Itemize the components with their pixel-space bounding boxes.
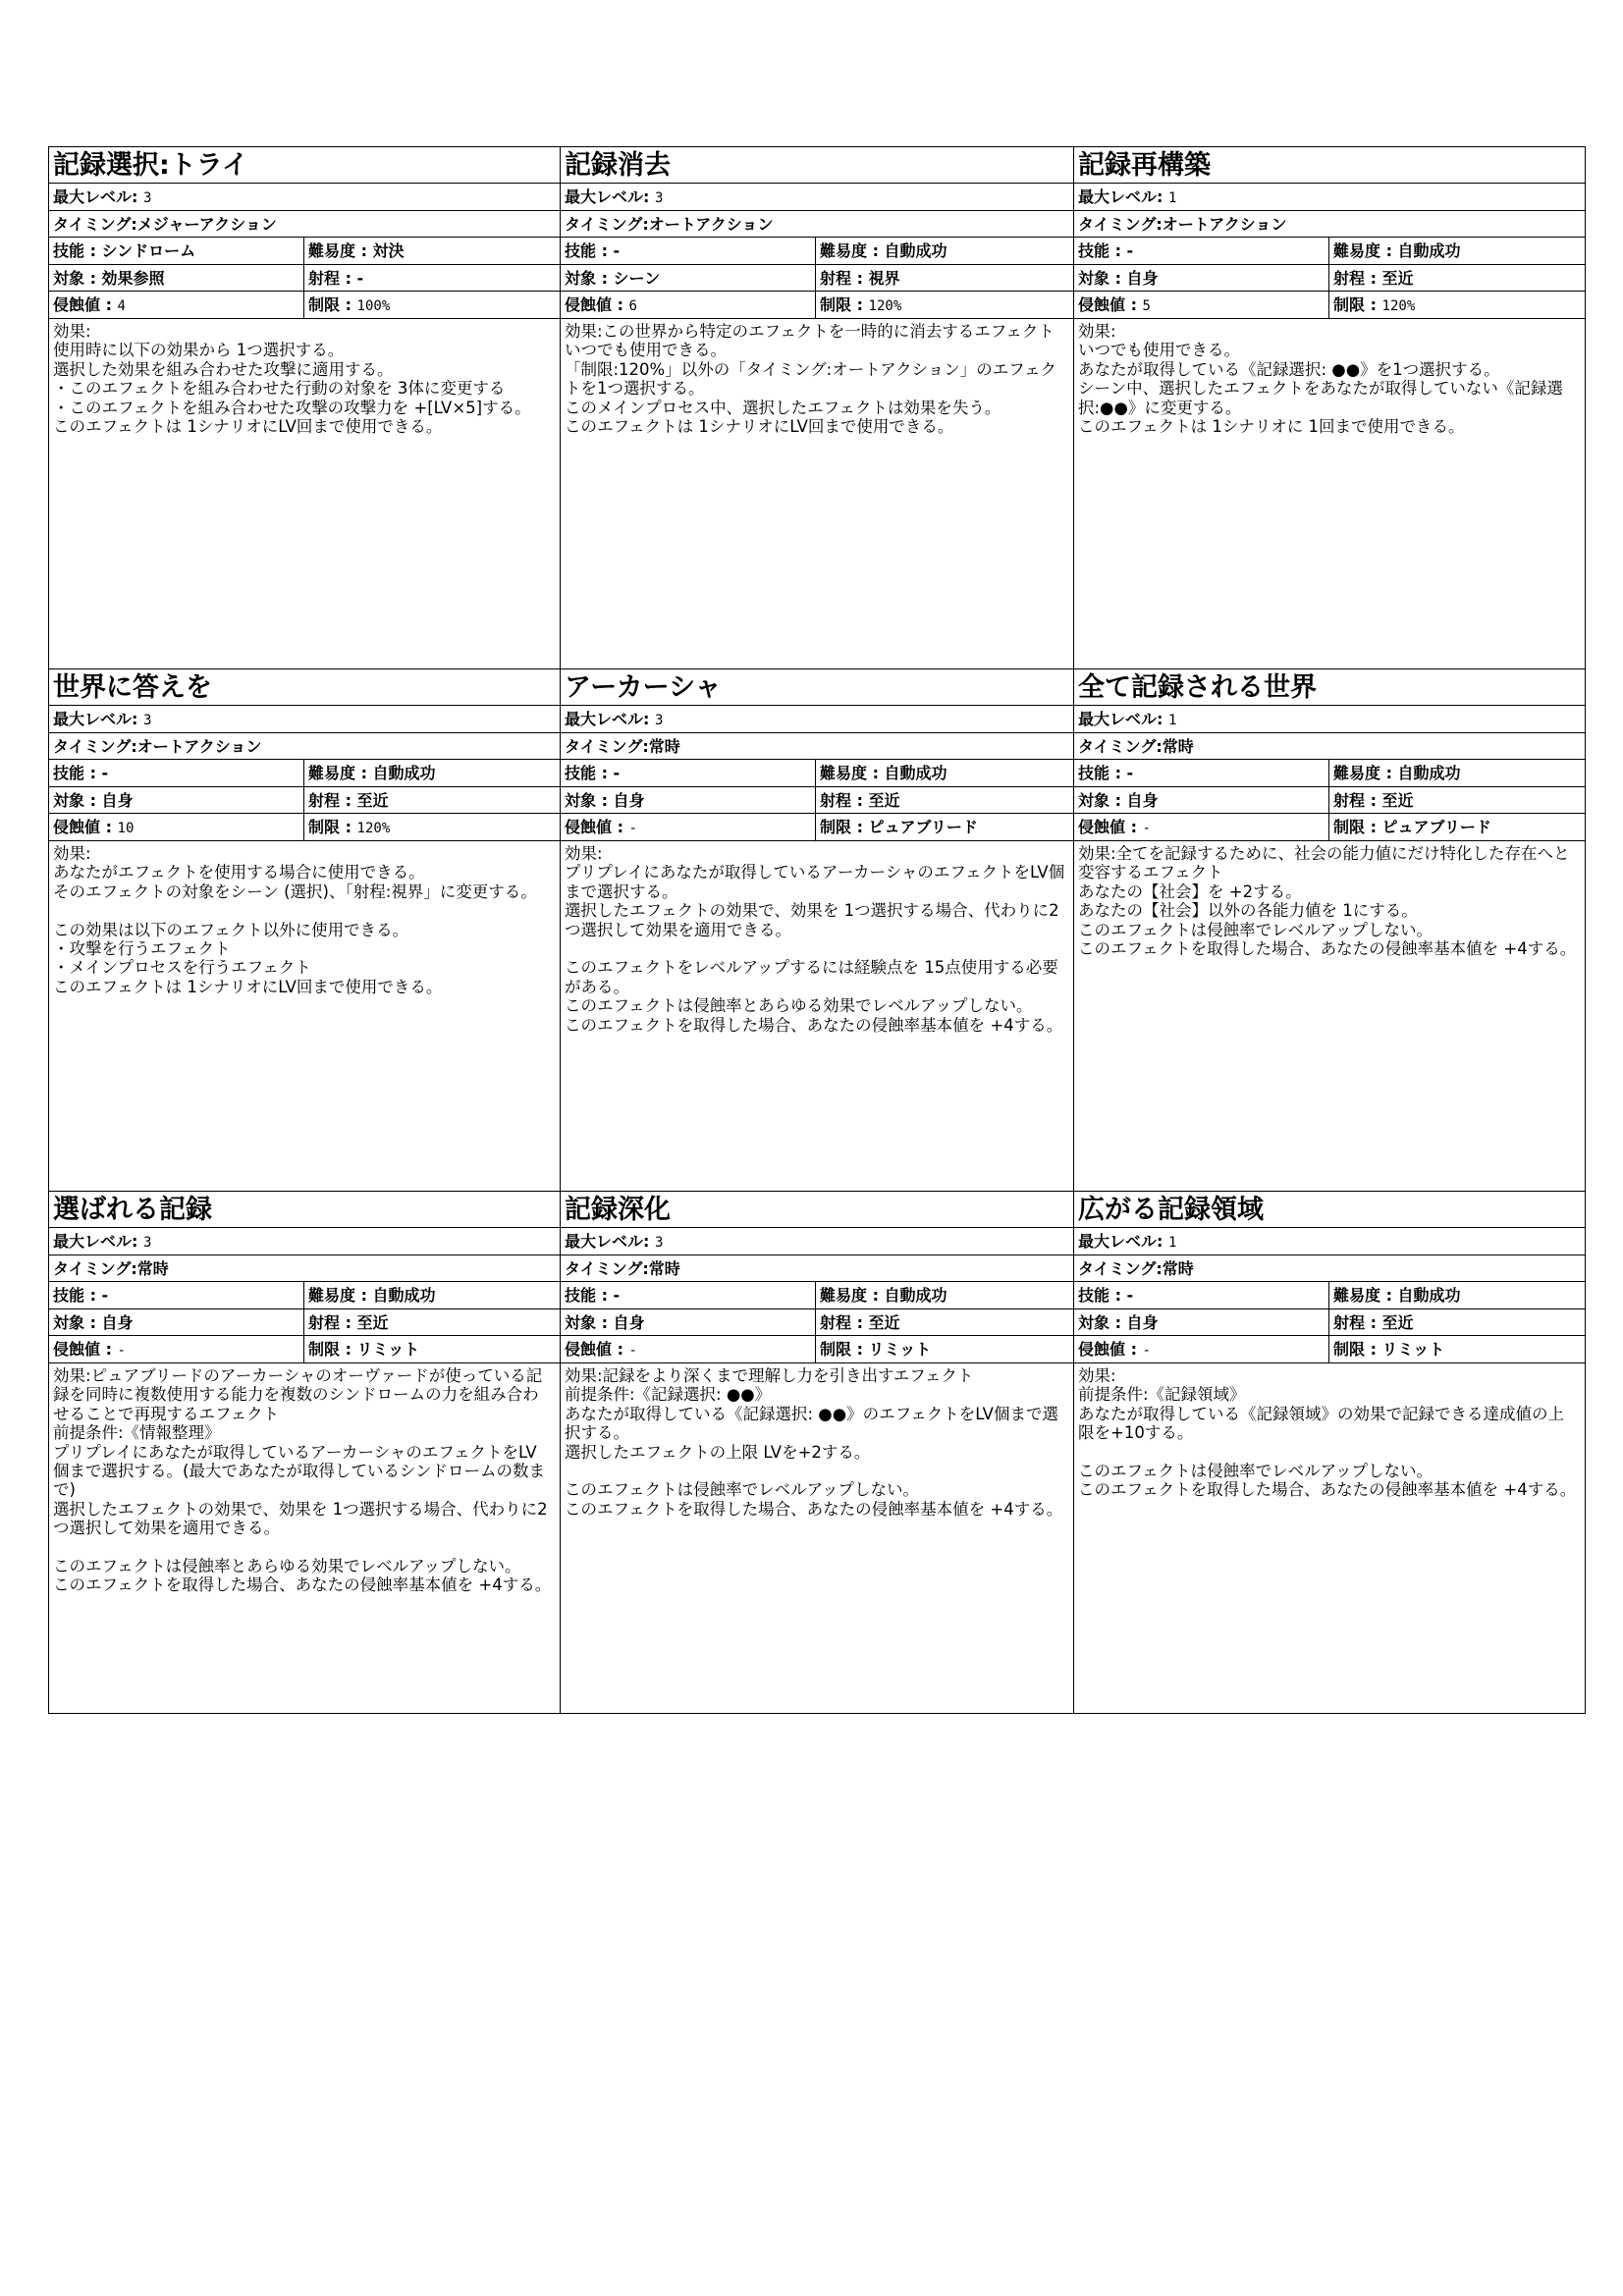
timing-value: オートアクション bbox=[648, 215, 774, 234]
effect-text: 効果:ピュアブリードのアーカーシャのオーヴァードが使っている記録を同時に複数使用する能力を複数のシンドロームの力を組み合わせることで再現するエフェクト 前提条件:《情報整理》 プリプレイにあなたが取得しているアーカーシャのエフェクトをLV個まで選択する。(最大であなたが取得しているシンドロームの数まで) 選択したエフェクトの効果で、効果を 1つ選択する場合、代わりに2つ選択して効果を適用できる。 このエフェクトは侵蝕率とあらゆる効果でレベルアップしない。 このエフェクトを取得した場合、あなたの侵蝕率基本値を +4する。 bbox=[53, 1366, 552, 1595]
target-label: 対象 : bbox=[1078, 791, 1127, 810]
erosion-label: 侵蝕値 : bbox=[53, 818, 118, 836]
skill-cell bbox=[561, 238, 816, 264]
timing-label: タイミング: bbox=[53, 737, 137, 756]
effect-text: 効果: 使用時に以下の効果から 1つ選択する。 選択した効果を組み合わせた攻撃に適用する。 ・このエフェクトを組み合わせた行動の対象を 3体に変更する ・このエフェクトを組み合わせた攻撃の攻撃力を +[LV×5]する。 このエフェクトは 1シナリオにLV回まで使用できる。 bbox=[53, 322, 531, 437]
range-label: 射程 : bbox=[820, 1313, 869, 1332]
effect-card bbox=[561, 1192, 1074, 1714]
effect-text: 効果: いつでも使用できる。 あなたが取得している《記録選択: ●●》を1つ選択する。 シーン中、選択したエフェクトをあなたが取得していない《記録選択:●●》に変更する。 このエフェクトは 1シナリオに 1回まで使用できる。 bbox=[1078, 322, 1563, 437]
effect-text: 効果:全てを記録するために、社会の能力値にだけ特化した存在へと変容するエフェクト あなたの【社会】を +2する。 あなたの【社会】以外の各能力値を 1にする。 このエフェクトは侵蝕率でレベルアップしない。 このエフェクトを取得した場合、あなたの侵蝕率基本値を +4する。 bbox=[1078, 844, 1577, 959]
timing-row bbox=[1074, 211, 1585, 238]
erosion-label: 侵蝕値 : bbox=[1078, 818, 1143, 836]
difficulty-cell bbox=[816, 238, 1073, 264]
effect-card bbox=[49, 669, 561, 1192]
limit-label: 制限 : bbox=[308, 295, 357, 314]
erosion-value: - bbox=[628, 821, 637, 836]
skill-cell bbox=[49, 760, 304, 786]
difficulty-value: 自動成功 bbox=[884, 241, 947, 260]
card-title: 記録再構築 bbox=[1074, 147, 1585, 184]
skill-label: 技能 : bbox=[53, 1286, 102, 1305]
erosion-limit-row bbox=[561, 292, 1073, 319]
skill-cell bbox=[49, 1282, 304, 1308]
max-level-row bbox=[561, 184, 1073, 211]
skill-label: 技能 : bbox=[565, 1286, 614, 1305]
erosion-label: 侵蝕値 : bbox=[565, 818, 629, 836]
card-title: 記録深化 bbox=[561, 1192, 1073, 1228]
target-range-row bbox=[49, 787, 560, 814]
difficulty-value: 自動成功 bbox=[372, 764, 436, 782]
timing-value: 常時 bbox=[136, 1259, 169, 1278]
timing-row bbox=[561, 1255, 1073, 1282]
skill-difficulty-row bbox=[561, 238, 1073, 265]
skill-cell bbox=[49, 238, 304, 264]
target-range-row bbox=[1074, 1309, 1585, 1336]
limit-cell bbox=[1329, 292, 1585, 318]
timing-row bbox=[49, 211, 560, 238]
limit-label: 制限 : bbox=[1333, 1340, 1382, 1359]
effect-card bbox=[561, 147, 1074, 669]
difficulty-cell bbox=[304, 760, 560, 786]
range-cell bbox=[816, 1309, 1073, 1335]
skill-value: - bbox=[613, 241, 621, 260]
difficulty-cell bbox=[1329, 238, 1585, 264]
timing-label: タイミング: bbox=[53, 215, 137, 234]
erosion-cell bbox=[49, 292, 304, 318]
range-value: 至近 bbox=[1381, 1313, 1414, 1332]
max-level-label: 最大レベル: bbox=[53, 710, 143, 728]
timing-row bbox=[561, 211, 1073, 238]
target-cell bbox=[49, 265, 304, 291]
skill-value: - bbox=[1126, 764, 1134, 782]
timing-label: タイミング: bbox=[53, 1259, 137, 1278]
effect-card bbox=[49, 147, 561, 669]
difficulty-label: 難易度 : bbox=[1333, 241, 1398, 260]
range-label: 射程 : bbox=[308, 791, 357, 810]
skill-value: - bbox=[613, 1286, 621, 1305]
target-label: 対象 : bbox=[1078, 1313, 1127, 1332]
range-cell bbox=[1329, 1309, 1585, 1335]
skill-difficulty-row bbox=[561, 1282, 1073, 1309]
limit-label: 制限 : bbox=[308, 818, 357, 836]
target-value: 自身 bbox=[613, 791, 645, 810]
limit-cell bbox=[1329, 1336, 1585, 1362]
difficulty-cell bbox=[1329, 1282, 1585, 1308]
skill-value: シンドローム bbox=[101, 241, 196, 260]
erosion-value: - bbox=[628, 1343, 637, 1359]
max-level-value: 1 bbox=[1167, 713, 1177, 728]
effect-text: 効果: プリプレイにあなたが取得しているアーカーシャのエフェクトをLV個まで選択する。 選択したエフェクトの効果で、効果を 1つ選択する場合、代わりに2つ選択して効果を適用できる。 このエフェクトをレベルアップするには経験点を 15点使用する必要がある。 このエフェクトは侵蝕率とあらゆる効果でレベルアップしない。 このエフェクトを取得した場合、あなたの侵蝕率基本値を +4する。 bbox=[565, 844, 1065, 1035]
max-level-label: 最大レベル: bbox=[565, 1232, 655, 1251]
target-value: 自身 bbox=[613, 1313, 645, 1332]
erosion-value: 4 bbox=[117, 298, 126, 314]
erosion-cell bbox=[1074, 814, 1329, 840]
timing-label: タイミング: bbox=[565, 737, 649, 756]
range-value: 至近 bbox=[1381, 791, 1414, 810]
effect-text: 効果: 前提条件:《記録領域》 あなたが取得している《記録領域》の効果で記録できる達成値の上限を+10する。 このエフェクトは侵蝕率でレベルアップしない。 このエフェクトを取得した場合、あなたの侵蝕率基本値を +4する。 bbox=[1078, 1366, 1577, 1500]
range-label: 射程 : bbox=[308, 1313, 357, 1332]
card-title: 選ばれる記録 bbox=[49, 1192, 560, 1228]
max-level-label: 最大レベル: bbox=[1078, 710, 1168, 728]
target-cell bbox=[49, 1309, 304, 1335]
effect-text: 効果:この世界から特定のエフェクトを一時的に消去するエフェクト いつでも使用できる。 「制限:120%」以外の「タイミング:オートアクション」のエフェクトを1つ選択する。 このメインプロセス中、選択したエフェクトは効果を失う。 このエフェクトは 1シナリオにLV回まで使用できる。 bbox=[565, 322, 1056, 437]
max-level-label: 最大レベル: bbox=[565, 187, 655, 206]
target-value: 自身 bbox=[101, 1313, 134, 1332]
target-label: 対象 : bbox=[565, 269, 614, 288]
target-cell bbox=[49, 787, 304, 813]
skill-difficulty-row bbox=[1074, 1282, 1585, 1309]
limit-label: 制限 : bbox=[820, 1340, 869, 1359]
skill-difficulty-row bbox=[49, 760, 560, 787]
limit-cell bbox=[1329, 814, 1585, 840]
limit-label: 制限 : bbox=[1333, 818, 1382, 836]
target-range-row bbox=[561, 787, 1073, 814]
erosion-limit-row bbox=[1074, 292, 1585, 319]
target-label: 対象 : bbox=[565, 791, 614, 810]
skill-value: - bbox=[101, 1286, 109, 1305]
erosion-cell bbox=[49, 814, 304, 840]
difficulty-cell bbox=[816, 1282, 1073, 1308]
skill-label: 技能 : bbox=[1078, 1286, 1127, 1305]
limit-value: リミット bbox=[868, 1340, 932, 1359]
effect-card bbox=[1074, 669, 1586, 1192]
difficulty-value: 自動成功 bbox=[884, 1286, 947, 1305]
target-range-row bbox=[561, 1309, 1073, 1336]
card-title: アーカーシャ bbox=[561, 669, 1073, 706]
limit-cell bbox=[816, 292, 1073, 318]
timing-value: オートアクション bbox=[136, 737, 262, 756]
target-label: 対象 : bbox=[53, 791, 102, 810]
limit-label: 制限 : bbox=[820, 295, 869, 314]
target-cell bbox=[1074, 265, 1329, 291]
max-level-row bbox=[49, 184, 560, 211]
timing-row bbox=[49, 733, 560, 760]
max-level-value: 3 bbox=[142, 713, 152, 728]
effect-text: 効果: あなたがエフェクトを使用する場合に使用できる。 そのエフェクトの対象をシーン (選択)、「射程:視界」に変更する。 この効果は以下のエフェクト以外に使用できる。 ・攻撃を行うエフェクト ・メインプロセスを行うエフェクト このエフェクトは 1シナリオにLV回まで使用できる。 bbox=[53, 844, 537, 996]
difficulty-value: 自動成功 bbox=[884, 764, 947, 782]
range-value: 至近 bbox=[356, 1313, 389, 1332]
max-level-label: 最大レベル: bbox=[1078, 187, 1168, 206]
timing-value: 常時 bbox=[1162, 737, 1194, 756]
range-value: - bbox=[356, 269, 364, 288]
erosion-limit-row bbox=[1074, 1336, 1585, 1363]
erosion-cell bbox=[1074, 1336, 1329, 1362]
max-level-value: 1 bbox=[1167, 1235, 1177, 1251]
difficulty-label: 難易度 : bbox=[1333, 1286, 1398, 1305]
target-range-row bbox=[1074, 265, 1585, 292]
range-value: 至近 bbox=[868, 791, 900, 810]
limit-cell bbox=[304, 292, 560, 318]
range-label: 射程 : bbox=[1333, 791, 1382, 810]
range-cell bbox=[304, 1309, 560, 1335]
effect-card bbox=[561, 669, 1074, 1192]
erosion-cell bbox=[561, 814, 816, 840]
timing-row bbox=[1074, 1255, 1585, 1282]
target-label: 対象 : bbox=[53, 269, 102, 288]
max-level-value: 3 bbox=[142, 1235, 152, 1251]
skill-label: 技能 : bbox=[1078, 241, 1127, 260]
effect-card-grid bbox=[48, 146, 1586, 1714]
erosion-label: 侵蝕値 : bbox=[565, 1340, 629, 1359]
range-cell bbox=[1329, 265, 1585, 291]
effect-card bbox=[1074, 147, 1586, 669]
effect-text: 効果:記録をより深くまで理解し力を引き出すエフェクト 前提条件:《記録選択: ●●》 あなたが取得している《記録選択: ●●》のエフェクトをLV個まで選択する。 選択したエフェクトの上限 LVを+2する。 このエフェクトは侵蝕率でレベルアップしない。 このエフェクトを取得した場合、あなたの侵蝕率基本値を +4する。 bbox=[565, 1366, 1063, 1519]
erosion-limit-row bbox=[49, 814, 560, 841]
range-value: 至近 bbox=[356, 791, 389, 810]
range-value: 至近 bbox=[1381, 269, 1414, 288]
skill-cell bbox=[1074, 238, 1329, 264]
timing-label: タイミング: bbox=[565, 215, 649, 234]
timing-value: 常時 bbox=[648, 737, 680, 756]
difficulty-label: 難易度 : bbox=[820, 241, 885, 260]
skill-value: - bbox=[613, 764, 621, 782]
limit-value: 120% bbox=[356, 821, 391, 836]
difficulty-cell bbox=[1329, 760, 1585, 786]
erosion-value: - bbox=[1142, 1343, 1151, 1359]
limit-cell bbox=[304, 1336, 560, 1362]
range-value: 至近 bbox=[868, 1313, 900, 1332]
skill-value: - bbox=[1126, 1286, 1134, 1305]
range-cell bbox=[304, 265, 560, 291]
timing-value: メジャーアクション bbox=[136, 215, 277, 234]
skill-cell bbox=[1074, 760, 1329, 786]
target-range-row bbox=[49, 1309, 560, 1336]
erosion-limit-row bbox=[49, 292, 560, 319]
erosion-label: 侵蝕値 : bbox=[53, 1340, 118, 1359]
card-title: 記録選択:トライ bbox=[49, 147, 560, 184]
card-title: 記録消去 bbox=[561, 147, 1073, 184]
max-level-value: 3 bbox=[654, 190, 664, 206]
erosion-cell bbox=[49, 1336, 304, 1362]
max-level-value: 3 bbox=[142, 190, 152, 206]
range-value: 視界 bbox=[868, 269, 900, 288]
limit-cell bbox=[816, 1336, 1073, 1362]
target-range-row bbox=[1074, 787, 1585, 814]
max-level-value: 3 bbox=[654, 1235, 664, 1251]
limit-value: 120% bbox=[1381, 298, 1416, 314]
skill-difficulty-row bbox=[49, 238, 560, 265]
skill-cell bbox=[561, 1282, 816, 1308]
target-cell bbox=[1074, 787, 1329, 813]
erosion-label: 侵蝕値 : bbox=[565, 295, 629, 314]
erosion-value: 10 bbox=[117, 821, 135, 836]
max-level-value: 3 bbox=[654, 713, 664, 728]
erosion-label: 侵蝕値 : bbox=[1078, 295, 1143, 314]
skill-difficulty-row bbox=[1074, 760, 1585, 787]
difficulty-label: 難易度 : bbox=[820, 1286, 885, 1305]
difficulty-value: 自動成功 bbox=[1397, 241, 1461, 260]
card-title: 広がる記録領域 bbox=[1074, 1192, 1585, 1228]
target-range-row bbox=[49, 265, 560, 292]
erosion-value: - bbox=[117, 1343, 126, 1359]
limit-value: ピュアブリード bbox=[868, 818, 978, 836]
limit-label: 制限 : bbox=[308, 1340, 357, 1359]
target-cell bbox=[561, 787, 816, 813]
max-level-label: 最大レベル: bbox=[1078, 1232, 1168, 1251]
erosion-cell bbox=[561, 1336, 816, 1362]
skill-label: 技能 : bbox=[53, 241, 102, 260]
target-label: 対象 : bbox=[53, 1313, 102, 1332]
difficulty-label: 難易度 : bbox=[308, 241, 373, 260]
target-value: 自身 bbox=[1126, 269, 1159, 288]
max-level-row bbox=[561, 706, 1073, 733]
range-label: 射程 : bbox=[1333, 269, 1382, 288]
max-level-label: 最大レベル: bbox=[53, 187, 143, 206]
target-value: 効果参照 bbox=[101, 269, 165, 288]
target-label: 対象 : bbox=[565, 1313, 614, 1332]
erosion-cell bbox=[561, 292, 816, 318]
skill-label: 技能 : bbox=[1078, 764, 1127, 782]
difficulty-label: 難易度 : bbox=[1333, 764, 1398, 782]
timing-value: オートアクション bbox=[1162, 215, 1287, 234]
limit-value: リミット bbox=[1381, 1340, 1445, 1359]
timing-label: タイミング: bbox=[1078, 737, 1163, 756]
timing-value: 常時 bbox=[648, 1259, 680, 1278]
effect-card bbox=[1074, 1192, 1586, 1714]
skill-difficulty-row bbox=[49, 1282, 560, 1309]
erosion-limit-row bbox=[1074, 814, 1585, 841]
timing-row bbox=[561, 733, 1073, 760]
skill-label: 技能 : bbox=[53, 764, 102, 782]
range-cell bbox=[304, 787, 560, 813]
target-value: シーン bbox=[613, 269, 661, 288]
timing-label: タイミング: bbox=[1078, 1259, 1163, 1278]
max-level-label: 最大レベル: bbox=[565, 710, 655, 728]
max-level-row bbox=[49, 1228, 560, 1255]
card-title: 全て記録される世界 bbox=[1074, 669, 1585, 706]
erosion-limit-row bbox=[561, 814, 1073, 841]
limit-value: リミット bbox=[356, 1340, 420, 1359]
target-cell bbox=[1074, 1309, 1329, 1335]
limit-label: 制限 : bbox=[820, 818, 869, 836]
skill-difficulty-row bbox=[561, 760, 1073, 787]
erosion-limit-row bbox=[49, 1336, 560, 1363]
erosion-label: 侵蝕値 : bbox=[1078, 1340, 1143, 1359]
timing-value: 常時 bbox=[1162, 1259, 1194, 1278]
erosion-limit-row bbox=[561, 1336, 1073, 1363]
limit-value: ピュアブリード bbox=[1381, 818, 1491, 836]
erosion-value: 6 bbox=[628, 298, 637, 314]
difficulty-value: 自動成功 bbox=[372, 1286, 436, 1305]
limit-value: 120% bbox=[868, 298, 902, 314]
target-value: 自身 bbox=[1126, 1313, 1159, 1332]
range-label: 射程 : bbox=[820, 791, 869, 810]
target-range-row bbox=[561, 265, 1073, 292]
target-cell bbox=[561, 265, 816, 291]
card-title: 世界に答えを bbox=[49, 669, 560, 706]
timing-row bbox=[1074, 733, 1585, 760]
skill-cell bbox=[561, 760, 816, 786]
erosion-label: 侵蝕値 : bbox=[53, 295, 118, 314]
range-label: 射程 : bbox=[308, 269, 357, 288]
difficulty-value: 自動成功 bbox=[1397, 1286, 1461, 1305]
max-level-label: 最大レベル: bbox=[53, 1232, 143, 1251]
target-value: 自身 bbox=[101, 791, 134, 810]
limit-value: 100% bbox=[356, 298, 391, 314]
limit-cell bbox=[304, 814, 560, 840]
max-level-row bbox=[1074, 706, 1585, 733]
skill-cell bbox=[1074, 1282, 1329, 1308]
erosion-cell bbox=[1074, 292, 1329, 318]
difficulty-cell bbox=[816, 760, 1073, 786]
target-value: 自身 bbox=[1126, 791, 1159, 810]
target-cell bbox=[561, 1309, 816, 1335]
max-level-row bbox=[1074, 184, 1585, 211]
difficulty-value: 対決 bbox=[372, 241, 405, 260]
target-label: 対象 : bbox=[1078, 269, 1127, 288]
effect-card bbox=[49, 1192, 561, 1714]
erosion-value: - bbox=[1142, 821, 1151, 836]
max-level-row bbox=[1074, 1228, 1585, 1255]
limit-cell bbox=[816, 814, 1073, 840]
max-level-value: 1 bbox=[1167, 190, 1177, 206]
range-label: 射程 : bbox=[1333, 1313, 1382, 1332]
max-level-row bbox=[561, 1228, 1073, 1255]
skill-label: 技能 : bbox=[565, 764, 614, 782]
erosion-value: 5 bbox=[1142, 298, 1151, 314]
timing-row bbox=[49, 1255, 560, 1282]
max-level-row bbox=[49, 706, 560, 733]
timing-label: タイミング: bbox=[1078, 215, 1163, 234]
difficulty-cell bbox=[304, 1282, 560, 1308]
difficulty-label: 難易度 : bbox=[308, 1286, 373, 1305]
timing-label: タイミング: bbox=[565, 1259, 649, 1278]
range-cell bbox=[816, 787, 1073, 813]
difficulty-label: 難易度 : bbox=[820, 764, 885, 782]
difficulty-value: 自動成功 bbox=[1397, 764, 1461, 782]
range-cell bbox=[816, 265, 1073, 291]
skill-value: - bbox=[1126, 241, 1134, 260]
skill-difficulty-row bbox=[1074, 238, 1585, 265]
skill-label: 技能 : bbox=[565, 241, 614, 260]
difficulty-cell bbox=[304, 238, 560, 264]
difficulty-label: 難易度 : bbox=[308, 764, 373, 782]
range-label: 射程 : bbox=[820, 269, 869, 288]
skill-value: - bbox=[101, 764, 109, 782]
limit-label: 制限 : bbox=[1333, 295, 1382, 314]
range-cell bbox=[1329, 787, 1585, 813]
